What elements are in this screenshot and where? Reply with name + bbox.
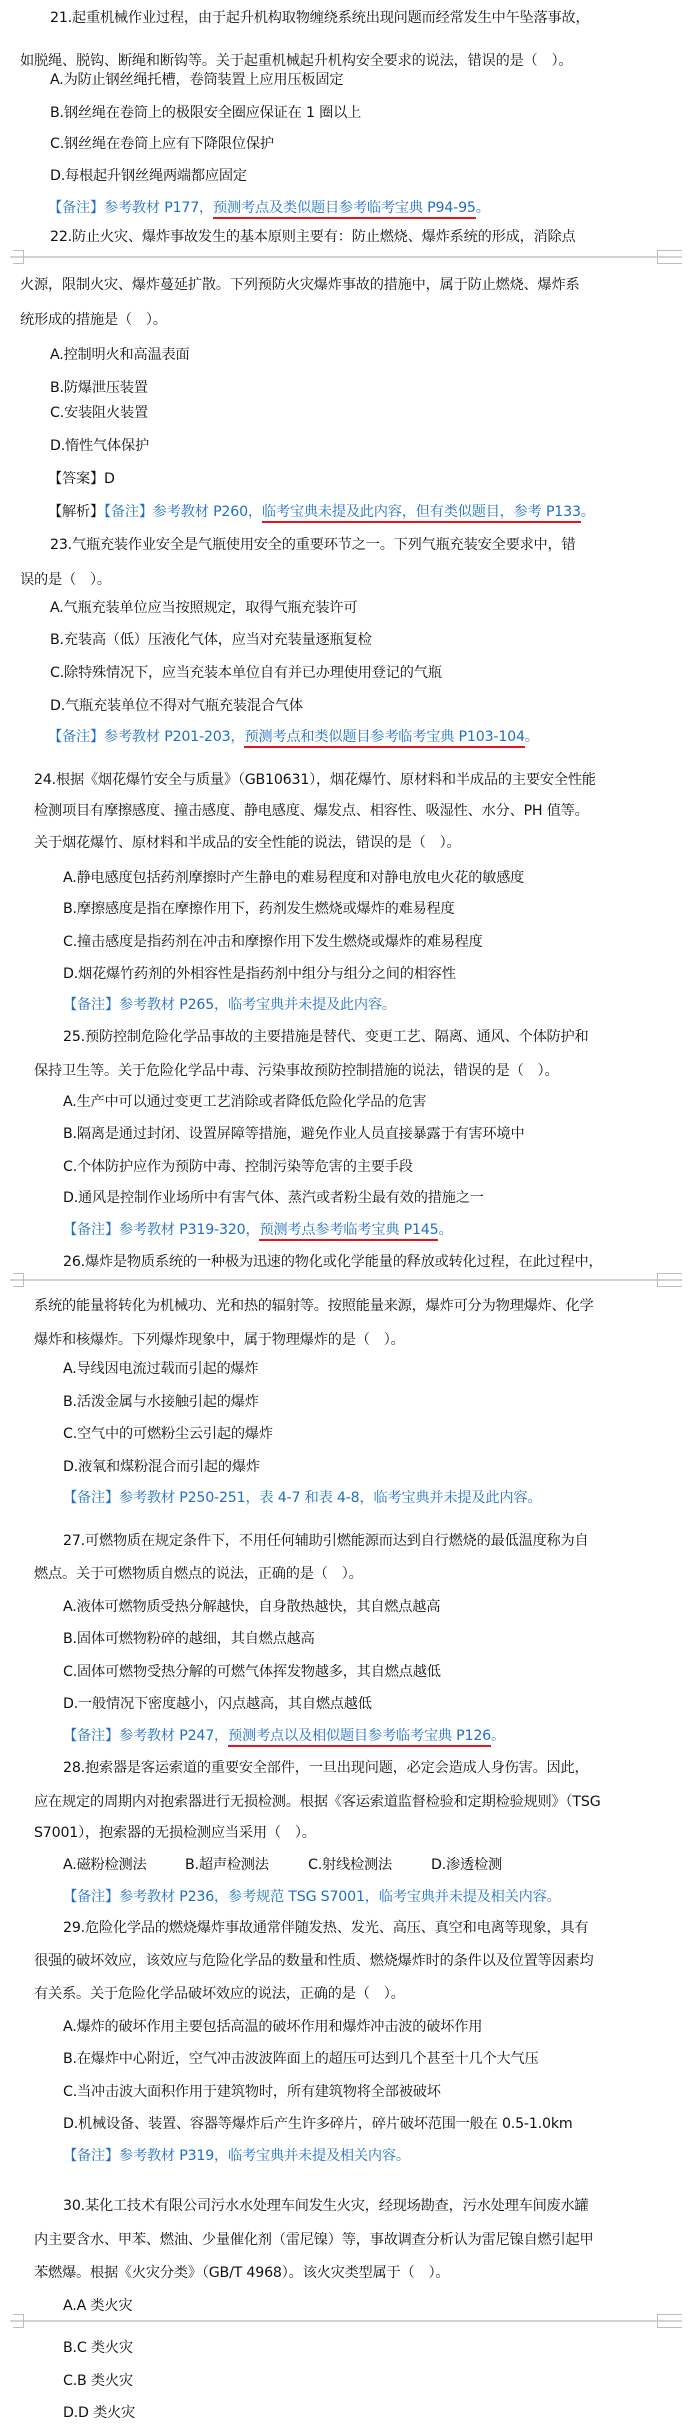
q28-note: 【备注】参考教材 P236，参考规范 TSG S7001，临考宝典并未提及相关内容。	[63, 1889, 561, 1905]
q30-option-b: B.C 类火灾	[63, 2340, 133, 2356]
q23-stem-line2: 误的是（ ）。	[20, 572, 111, 588]
q30-option-c: C.B 类火灾	[63, 2373, 133, 2389]
note-end: 。	[438, 1222, 453, 1238]
q26-option-c: C.空气中的可燃粉尘云引起的爆炸	[63, 1426, 273, 1442]
q25-option-c: C.个体防护应作为预防中毒、控制污染等危害的主要手段	[63, 1159, 413, 1175]
note-text: 【备注】参考教材 P247，	[63, 1728, 229, 1744]
note-underlined: 预测考点以及相似题目参考临考宝典 P126	[228, 1728, 491, 1747]
note-underlined: 预测考点参考临考宝典 P145	[259, 1222, 438, 1241]
page-break	[10, 250, 682, 264]
q30-option-a: A.A 类火灾	[63, 2298, 133, 2314]
note-underlined: 预测考点及类似题目参考临考宝典 P94-95	[213, 200, 476, 219]
note-end: 。	[475, 200, 490, 216]
q26-option-a: A.导线因电流过载而引起的爆炸	[63, 1361, 259, 1377]
note-underlined: 临考宝典未提及此内容，但有类似题目，参考 P133	[262, 504, 581, 523]
q27-option-b: B.固体可燃物粉碎的越细，其自燃点越高	[63, 1631, 315, 1647]
q21-note	[48, 198, 490, 218]
q23-option-a: A.气瓶充装单位应当按照规定，取得气瓶充装许可	[50, 600, 358, 616]
q21-option-b: B.钢丝绳在卷筒上的极限安全圈应保证在 1 圈以上	[50, 105, 362, 121]
q29-option-d: D.机械设备、装置、容器等爆炸后产生许多碎片，碎片破坏范围一般在 0.5-1.0km	[63, 2116, 573, 2132]
q21-stem-line1: 21.起重机械作业过程，由于起升机构取物缠绕系统出现问题而经常发生中午坠落事故，	[50, 10, 590, 26]
q28-stem-line3: S7001），抱索器的无损检测应当采用（ ）。	[34, 1825, 316, 1841]
page-break	[10, 1273, 682, 1287]
q30-stem-line2: 内主要含水、甲苯、燃油、少量催化剂（雷尼镍）等，事故调查分析认为雷尼镍自燃引起甲	[34, 2232, 594, 2248]
q27-stem-line2: 燃点。关于可燃物质自燃点的说法，正确的是（ ）。	[34, 1566, 363, 1582]
margin-mark-left	[13, 1273, 24, 1287]
q25-note	[63, 1220, 452, 1240]
q25-stem-line1: 25.预防控制危险化学品事故的主要措施是替代、变更工艺、隔离、通风、个体防护和	[63, 1029, 589, 1045]
q25-option-b: B.隔离是通过封闭、设置屏障等措施，避免作业人员直接暴露于有害环境中	[63, 1126, 525, 1142]
q30-option-d: D.D 类火灾	[63, 2405, 136, 2421]
q27-note	[63, 1726, 505, 1746]
q24-stem-line3: 关于烟花爆竹、原材料和半成品的安全性能的说法，错误的是（ ）。	[34, 835, 461, 851]
q26-stem-line2: 系统的能量将转化为机械功、光和热的辐射等。按照能量来源，爆炸可分为物理爆炸、化学	[34, 1298, 594, 1314]
margin-mark-left	[13, 250, 24, 264]
margin-mark-right	[657, 1273, 682, 1287]
q25-option-a: A.生产中可以通过变更工艺消除或者降低危险化学品的危害	[63, 1094, 427, 1110]
q24-option-b: B.摩擦感度是指在摩擦作用下，药剂发生燃烧或爆炸的难易程度	[63, 901, 455, 917]
q24-option-d: D.烟花爆竹药剂的外相容性是指药剂中组分与组分之间的相容性	[63, 966, 456, 982]
q27-option-d: D.一般情况下密度越小，闪点越高，其自燃点越低	[63, 1696, 372, 1712]
note-text: 【备注】参考教材 P319-320，	[63, 1222, 260, 1238]
q30-stem-line1: 30.某化工技术有限公司污水水处理车间发生火灾，经现场勘查，污水处理车间废水罐	[63, 2198, 589, 2214]
q28-stem-line1: 28.抱索器是客运索道的重要安全部件，一旦出现问题，必定会造成人身伤害。因此，	[63, 1760, 589, 1776]
q22-option-d: D.惰性气体保护	[50, 438, 149, 454]
q28-options-row	[63, 1855, 502, 1875]
q24-option-a: A.静电感度包括药剂摩擦时产生静电的难易程度和对静电放电火花的敏感度	[63, 870, 525, 886]
note-end: 。	[491, 1728, 505, 1744]
margin-mark-right	[657, 250, 682, 264]
q21-stem-line2: 如脱绳、脱钩、断绳和断钩等。关于起重机械起升机构安全要求的说法，错误的是（ ）。	[20, 53, 573, 69]
q26-option-b: B.活泼金属与水接触引起的爆炸	[63, 1394, 259, 1410]
q29-option-a: A.爆炸的破坏作用主要包括高温的破坏作用和爆炸冲击波的破坏作用	[63, 2019, 483, 2035]
q24-note: 【备注】参考教材 P265，临考宝典并未提及此内容。	[63, 997, 396, 1013]
q24-option-c: C.撞击感度是指药剂在冲击和摩擦作用下发生燃烧或爆炸的难易程度	[63, 934, 483, 950]
q21-option-c: C.钢丝绳在卷筒上应有下降限位保护	[50, 136, 274, 152]
q28-option-b: B.超声检测法	[185, 1857, 269, 1873]
q30-stem-line3: 苯燃爆。根据《火灾分类》（GB/T 4968）。该火灾类型属于（ ）。	[34, 2265, 450, 2281]
q22-stem-line3: 统形成的措施是（ ）。	[20, 312, 167, 328]
note-text: 【备注】参考教材 P177，	[48, 200, 214, 216]
q23-note	[48, 727, 539, 747]
note-end: 。	[524, 729, 539, 745]
q29-stem-line1: 29.危险化学品的燃烧爆炸事故通常伴随发热、发光、高压、真空和电离等现象，具有	[63, 1920, 589, 1936]
q29-note: 【备注】参考教材 P319，临考宝典并未提及相关内容。	[63, 2148, 410, 2164]
q28-option-d: D.渗透检测	[431, 1857, 502, 1873]
q28-option-c: C.射线检测法	[308, 1857, 392, 1873]
q25-option-d: D.通风是控制作业场所中有害气体、蒸汽或者粉尘最有效的措施之一	[63, 1190, 484, 1206]
q21-option-a: A.为防止钢丝绳托槽，卷筒装置上应用压板固定	[50, 72, 344, 88]
q29-stem-line3: 有关系。关于危险化学品破坏效应的说法，正确的是（ ）。	[34, 1986, 405, 2002]
q27-stem-line1: 27.可燃物质在规定条件下，不用任何辅助引燃能源而达到自行燃烧的最低温度称为自	[63, 1533, 589, 1549]
q22-stem-line1: 22.防止火灾、爆炸事故发生的基本原则主要有：防止燃烧、爆炸系统的形成，消除点	[50, 229, 576, 245]
q23-option-d: D.气瓶充装单位不得对气瓶充装混合气体	[50, 698, 303, 714]
q26-stem-line1: 26.爆炸是物质系统的一种极为迅速的物化或化学能量的释放或转化过程，在此过程中，	[63, 1254, 603, 1270]
q22-analysis	[48, 502, 595, 522]
margin-mark-right	[657, 2314, 682, 2328]
q22-answer: 【答案】D	[48, 471, 115, 487]
q28-option-a: A.磁粉检测法	[63, 1857, 147, 1873]
note-text: 【备注】参考教材 P201-203，	[48, 729, 245, 745]
q28-stem-line2: 应在规定的周期内对抱索器进行无损检测。根据《客运索道监督检验和定期检验规则》（TSG	[34, 1794, 601, 1810]
q24-stem-line2: 检测项目有摩擦感度、撞击感度、静电感度、爆发点、相容性、吸湿性、水分、PH 值等。	[34, 803, 589, 819]
q29-option-b: B.在爆炸中心附近，空气冲击波波阵面上的超压可达到几个甚至十几个大气压	[63, 2051, 539, 2067]
note-underlined: 预测考点和类似题目参考临考宝典 P103-104	[244, 729, 524, 748]
q26-note: 【备注】参考教材 P250-251，表 4-7 和表 4-8，临考宝典并未提及此内容。	[63, 1490, 542, 1506]
margin-mark-left	[13, 2314, 24, 2328]
q27-option-c: C.固体可燃物受热分解的可燃气体挥发物越多，其自燃点越低	[63, 1664, 441, 1680]
q22-option-c: C.安装阻火装置	[50, 405, 148, 421]
q23-option-b: B.充装高（低）压液化气体，应当对充装量逐瓶复检	[50, 632, 372, 648]
q21-option-d: D.每根起升钢丝绳两端都应固定	[50, 168, 247, 184]
q22-option-a: A.控制明火和高温表面	[50, 347, 190, 363]
q22-option-b: B.防爆泄压装置	[50, 380, 148, 396]
q25-stem-line2: 保持卫生等。关于危险化学品中毒、污染事故预防控制措施的说法，错误的是（ ）。	[34, 1063, 559, 1079]
q29-stem-line2: 很强的破坏效应，该效应与危险化学品的数量和性质、燃烧爆炸时的条件以及位置等因素均	[34, 1953, 594, 1969]
q26-option-d: D.液氧和煤粉混合而引起的爆炸	[63, 1459, 260, 1475]
page-break	[10, 2314, 682, 2328]
note-text: 【备注】参考教材 P260，	[103, 504, 262, 520]
q27-option-a: A.液体可燃物质受热分解越快，自身散热越快，其自燃点越高	[63, 1599, 441, 1615]
q24-stem-line1: 24.根据《烟花爆竹安全与质量》（GB10631），烟花爆竹、原材料和半成品的主要安全性能	[34, 772, 596, 788]
q23-option-c: C.除特殊情况下，应当充装本单位自有并已办理使用登记的气瓶	[50, 665, 442, 681]
note-end: 。	[580, 504, 595, 520]
q26-stem-line3: 爆炸和核爆炸。下列爆炸现象中，属于物理爆炸的是（ ）。	[34, 1332, 405, 1348]
q23-stem-line1: 23.气瓶充装作业安全是气瓶使用安全的重要环节之一。下列气瓶充装安全要求中，错	[50, 537, 576, 553]
analysis-label: 【解析】	[48, 504, 104, 520]
q29-option-c: C.当冲击波大面积作用于建筑物时，所有建筑物将全部被破坏	[63, 2084, 441, 2100]
q22-stem-line2: 火源，限制火灾、爆炸蔓延扩散。下列预防火灾爆炸事故的措施中，属于防止燃烧、爆炸系	[20, 277, 580, 293]
